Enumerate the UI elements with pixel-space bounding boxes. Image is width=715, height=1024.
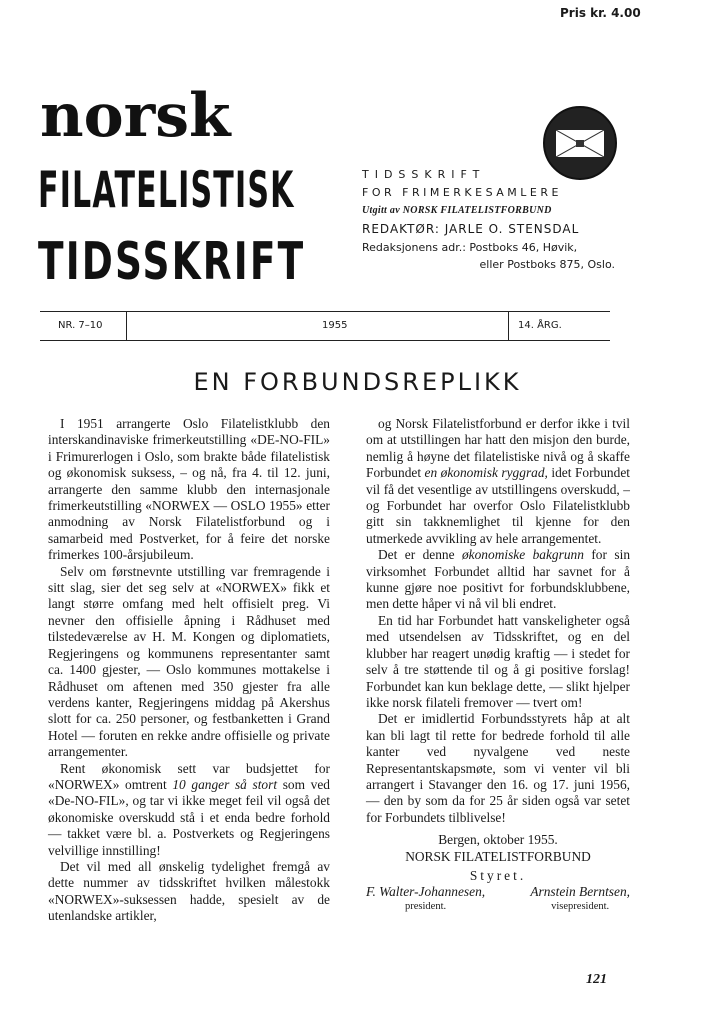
editor-line: REDAKTØR: JARLE O. STENSDAL	[362, 222, 580, 236]
paragraph	[48, 761, 330, 859]
signatory-name: Arnstein Berntsen,	[530, 884, 630, 900]
signatory	[366, 884, 485, 911]
divider	[508, 312, 509, 340]
issue-bar	[40, 311, 610, 341]
paragraph	[48, 564, 330, 761]
paragraph	[48, 859, 330, 925]
paragraph	[366, 711, 630, 826]
emphasis-text: en økonomisk ryggrad,	[424, 465, 548, 481]
signatory-role: president.	[405, 900, 447, 912]
issue-year: 1955	[322, 320, 348, 331]
paragraph-text: Selv om førstnevnte utstilling var fremragende i sitt slag, sier det seg selv at «NORWEX» fikk et langt større omfang med helt offisielt preg. Vi nevner den offisielle åpning i Rådhuset med tilstedeværelse av H. M. Kongen og diplomatiets, Regjeringens og kommunens representanter samt ca. 1400 gjester, — Oslo kommunes mottakelse i Rådhuset om aftenen med 350 gjester fra alle verdens kanter, Regjeringens middag på Akershus slott for ca. 250 personer, og festbanketten i Grand Hotel — foruten en rekke andre offisielle og private arrangementer.	[48, 563, 330, 760]
issue-number: NR. 7–10	[58, 320, 103, 331]
emphasis-text: 10 ganger så stort	[172, 776, 278, 792]
paragraph-text: som ved «De-NO-FIL», og tar vi ikke meget feil vil også det økonomiske overskudd stå i et enda bedre forhold — takket være bl. a. Postverkets og Regjeringens velvillige innstilling!	[48, 776, 330, 858]
signatory-role: visepresident.	[551, 900, 610, 912]
paragraph-text: idet Forbundet vil få det vesentlige av utstillingens overskudd, – og Forbundet har overfor Oslo Filatelistklubb gitt sin takknemlighet til kjenne for den utmerkede avvikling av hele arrangementet.	[366, 465, 630, 546]
article-title: EN FORBUNDSREPLIKK	[193, 368, 522, 396]
subtitle-for-frimerkesamlere: FOR FRIMERKESAMLERE	[362, 186, 562, 199]
place-date: Bergen, oktober 1955.	[438, 832, 558, 848]
logo-line-filatelistisk: FILATELISTISK	[38, 161, 295, 219]
address-line-2: eller Postboks 875, Oslo.	[479, 258, 615, 271]
paragraph-text: I 1951 arrangerte Oslo Filatelistklubb den interskandinaviske frimerkeutstilling «DE-NO-FIL» i Frimurerlogen i Oslo, som brakte både filatelistisk og økonomisk suksess, – og nå, fra 4. til 12. juni, arrangerte den samme klubb den internasjonale frimerkeutstilling «NORWEX — OSLO 1955» etter anmodning av Norsk Filatelistforbund og i samarbeid med Postverket, for å feire det norske frimerkes 100-årsjubileum.	[48, 416, 330, 563]
paragraph-text: Det er imidlertid Forbundsstyrets håp at alt kan bli lagt til rette for bedrede forhold til alle kanter ved nyvalgene ved neste Representantskapsmøte, som vi venter vil bli arrangert i Stavanger den 16. og 17. juni 1956, — den by som da for 25 år siden også var setet for Forbundets tilblivelse!	[366, 711, 630, 825]
paragraph	[366, 613, 630, 711]
address-line-1: Redaksjonens adr.: Postboks 46, Høvik,	[362, 241, 578, 254]
paragraph-text: Det vil med all ønskelig tydelighet fremgå av dette nummer av tidsskriftet hvilken målestokk «NORWEX»-suksessen hadde, spesielt av de utenlandske artikler,	[48, 858, 330, 924]
paragraph	[48, 416, 330, 564]
emphasis-text: økonomiske bakgrunn	[461, 547, 584, 563]
right-paragraphs	[366, 416, 630, 826]
paragraph-text: og Norsk Filatelistforbund er derfor ikke i tvil om at utstillingen har hatt den misjon den burde, nemlig å høyne det filatelistiske nivå og å skaffe Forbundet	[366, 416, 630, 481]
article-column-right	[366, 416, 630, 912]
issue-volume: 14. ÅRG.	[518, 320, 562, 331]
publisher-line: Utgitt av NORSK FILATELISTFORBUND	[362, 205, 552, 216]
signatory	[530, 884, 630, 911]
paragraph	[366, 547, 630, 613]
board-label: Styret.	[469, 867, 527, 883]
article-column-left	[48, 416, 330, 925]
signature-block	[366, 832, 630, 912]
divider	[126, 312, 127, 340]
paragraph-text: Det er denne	[378, 547, 462, 563]
paragraph-text: En tid har Forbundet hatt vanskeligheter også med utsendelsen av Tidsskriftet, og en del klubber har reagert unødig kraftig — i stedet for selv å tre støttende til og å gi positive forslag! Forbundet kan kun beklage dette, — slikt hjelper ikke norsk filateli fremover — tvert om!	[366, 612, 630, 710]
price-label: Pris kr. 4.00	[560, 6, 641, 20]
paragraph-text: Rent økonomisk sett var budsjettet for «NORWEX» omtrent	[48, 760, 330, 792]
logo-line-tidsskrift: TIDSSKRIFT	[38, 232, 306, 292]
page-number: 121	[586, 972, 607, 987]
logo-line-norsk: norsk	[40, 81, 231, 151]
subtitle-tidsskrift: TIDSSKRIFT	[362, 168, 486, 181]
envelope-icon	[543, 106, 617, 180]
organization-name: NORSK FILATELISTFORBUND	[405, 848, 591, 864]
paragraph-text: for sin virksomhet Forbundet alltid har savnet for å kunne gjøre noe positivt for forbundsklubbene, men dette håper vi nå vil bli endret.	[366, 547, 631, 612]
signatory-name: F. Walter-Johannesen,	[366, 884, 486, 900]
paragraph	[366, 416, 630, 547]
